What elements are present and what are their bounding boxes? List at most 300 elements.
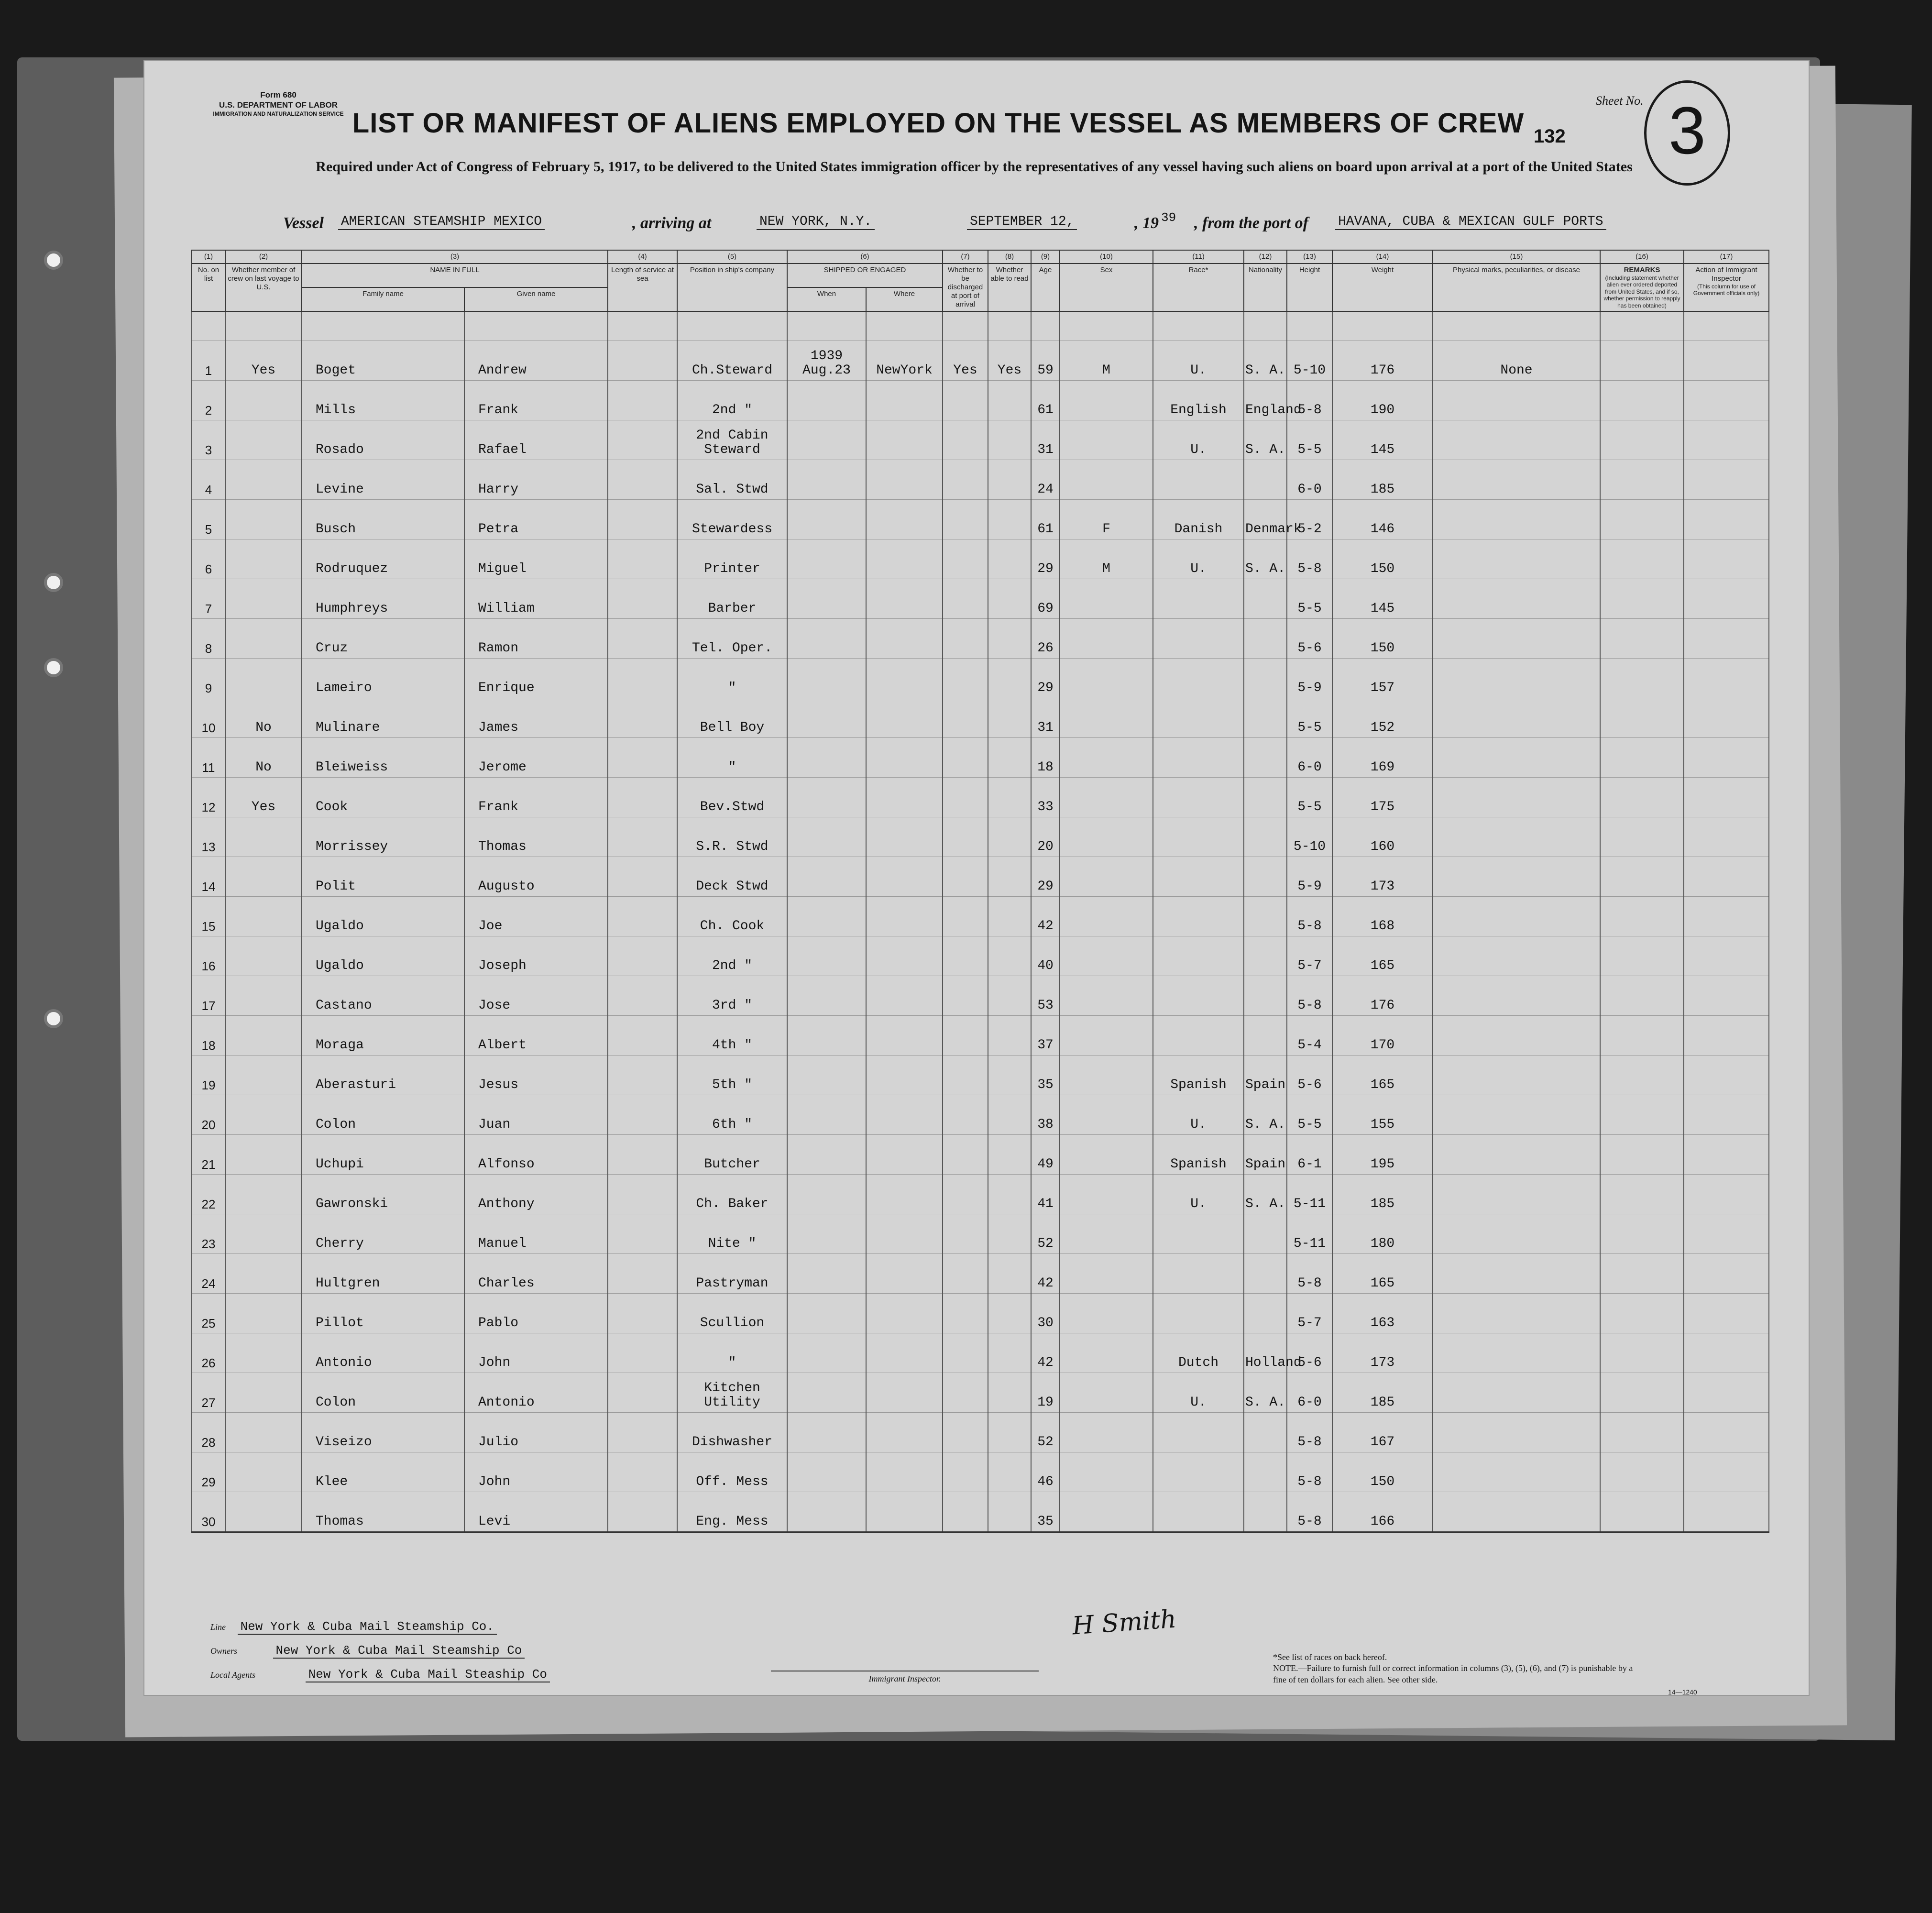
- row-number-cell: 7: [192, 579, 225, 619]
- inspector-action-cell: [1684, 1175, 1769, 1214]
- table-row: [192, 539, 1769, 579]
- physical-marks-cell: [1433, 778, 1600, 817]
- race-cell: English: [1153, 381, 1244, 420]
- remarks-cell: [1600, 1452, 1684, 1492]
- inspector-action-cell: [1684, 1452, 1769, 1492]
- given-name-cell: Antonio: [464, 1373, 608, 1413]
- race-cell: [1153, 1452, 1244, 1492]
- remarks-cell: [1600, 1333, 1684, 1373]
- crew-member-flag-cell: [225, 539, 302, 579]
- shipped-where-cell: [866, 817, 943, 857]
- height-cell: 5-7: [1287, 936, 1332, 976]
- able-to-read-cell: [988, 1055, 1031, 1095]
- given-name-cell: Jerome: [464, 738, 608, 778]
- remarks-cell: [1600, 1095, 1684, 1135]
- position-cell: 3rd ": [677, 976, 787, 1016]
- col-number: (5): [677, 250, 787, 264]
- col-discharged: Whether to be discharged at port of arrival: [943, 264, 988, 311]
- length-of-service-cell: [608, 1452, 677, 1492]
- race-cell: Spanish: [1153, 1055, 1244, 1095]
- age-cell: 29: [1031, 539, 1060, 579]
- given-name-cell: Albert: [464, 1016, 608, 1055]
- able-to-read-cell: [988, 897, 1031, 936]
- row-number-cell: 27: [192, 1373, 225, 1413]
- given-name-cell: Levi: [464, 1492, 608, 1532]
- blank-cell: [866, 311, 943, 341]
- length-of-service-cell: [608, 659, 677, 698]
- sex-cell: [1060, 1333, 1153, 1373]
- row-number-cell: 23: [192, 1214, 225, 1254]
- table-row: [192, 619, 1769, 659]
- sex-cell: [1060, 579, 1153, 619]
- nationality-cell: S. A.: [1244, 1175, 1287, 1214]
- family-name-cell: Mills: [302, 381, 464, 420]
- height-cell: 5-8: [1287, 1413, 1332, 1452]
- from-port: HAVANA, CUBA & MEXICAN GULF PORTS: [1335, 214, 1606, 230]
- shipped-where-cell: [866, 1095, 943, 1135]
- given-name-cell: Alfonso: [464, 1135, 608, 1175]
- blank-cell: [1684, 311, 1769, 341]
- col-where: Where: [866, 287, 943, 311]
- row-number-cell: 2: [192, 381, 225, 420]
- length-of-service-cell: [608, 897, 677, 936]
- col-number: (6): [787, 250, 943, 264]
- able-to-read-cell: [988, 539, 1031, 579]
- length-of-service-cell: [608, 1413, 677, 1452]
- physical-marks-cell: [1433, 857, 1600, 897]
- height-cell: 5-5: [1287, 420, 1332, 460]
- position-cell: Dishwasher: [677, 1413, 787, 1452]
- given-name-cell: Frank: [464, 778, 608, 817]
- to-be-discharged-cell: [943, 420, 988, 460]
- height-cell: 5-8: [1287, 1452, 1332, 1492]
- nationality-cell: [1244, 1214, 1287, 1254]
- table-row: [192, 381, 1769, 420]
- stamp-number: 132: [1534, 126, 1566, 147]
- blank-cell: [1060, 311, 1153, 341]
- shipped-when-cell: [787, 976, 866, 1016]
- from-label: , from the port of: [1194, 214, 1308, 232]
- col-age: Age: [1031, 264, 1060, 311]
- remarks-cell: [1600, 1254, 1684, 1294]
- shipped-when-cell: [787, 1294, 866, 1333]
- shipped-when-cell: [787, 619, 866, 659]
- row-number-cell: 14: [192, 857, 225, 897]
- age-cell: 61: [1031, 381, 1060, 420]
- crew-member-flag-cell: [225, 460, 302, 500]
- family-name-cell: Humphreys: [302, 579, 464, 619]
- able-to-read-cell: [988, 619, 1031, 659]
- nationality-cell: S. A.: [1244, 539, 1287, 579]
- sex-cell: [1060, 817, 1153, 857]
- height-cell: 5-5: [1287, 579, 1332, 619]
- race-cell: [1153, 857, 1244, 897]
- weight-cell: 150: [1332, 619, 1433, 659]
- physical-marks-cell: [1433, 1333, 1600, 1373]
- row-number-cell: 12: [192, 778, 225, 817]
- height-cell: 5-6: [1287, 619, 1332, 659]
- length-of-service-cell: [608, 420, 677, 460]
- family-name-cell: Mulinare: [302, 698, 464, 738]
- race-cell: [1153, 897, 1244, 936]
- sex-cell: [1060, 1254, 1153, 1294]
- physical-marks-cell: [1433, 579, 1600, 619]
- given-name-cell: William: [464, 579, 608, 619]
- shipped-when-cell: [787, 1175, 866, 1214]
- crew-member-flag-cell: Yes: [225, 778, 302, 817]
- family-name-cell: Rosado: [302, 420, 464, 460]
- agents-field: [210, 1667, 550, 1682]
- family-name-cell: Morrissey: [302, 817, 464, 857]
- length-of-service-cell: [608, 778, 677, 817]
- nationality-cell: Denmark: [1244, 500, 1287, 539]
- shipped-where-cell: [866, 420, 943, 460]
- sex-cell: [1060, 738, 1153, 778]
- to-be-discharged-cell: [943, 857, 988, 897]
- height-cell: 5-8: [1287, 897, 1332, 936]
- to-be-discharged-cell: [943, 1333, 988, 1373]
- to-be-discharged-cell: [943, 1413, 988, 1452]
- family-name-cell: Pillot: [302, 1294, 464, 1333]
- height-cell: 5-6: [1287, 1333, 1332, 1373]
- length-of-service-cell: [608, 1214, 677, 1254]
- to-be-discharged-cell: [943, 381, 988, 420]
- shipped-when-cell: [787, 1016, 866, 1055]
- action-title: Action of Immigrant Inspector: [1695, 266, 1757, 283]
- shipped-when-cell: [787, 381, 866, 420]
- family-name-cell: Levine: [302, 460, 464, 500]
- weight-cell: 185: [1332, 460, 1433, 500]
- given-name-cell: Jesus: [464, 1055, 608, 1095]
- inspector-action-cell: [1684, 698, 1769, 738]
- position-cell: 2nd Cabin Steward: [677, 420, 787, 460]
- race-cell: [1153, 579, 1244, 619]
- age-cell: 59: [1031, 341, 1060, 381]
- age-cell: 69: [1031, 579, 1060, 619]
- col-number: (7): [943, 250, 988, 264]
- row-number-cell: 15: [192, 897, 225, 936]
- length-of-service-cell: [608, 1055, 677, 1095]
- age-cell: 37: [1031, 1016, 1060, 1055]
- col-number: (12): [1244, 250, 1287, 264]
- shipped-where-cell: [866, 738, 943, 778]
- inspector-action-cell: [1684, 936, 1769, 976]
- physical-marks-cell: [1433, 698, 1600, 738]
- races-note: *See list of races on back hereof.: [1273, 1652, 1387, 1662]
- sex-cell: [1060, 897, 1153, 936]
- arriving-label: , arriving at: [632, 214, 712, 232]
- shipped-where-cell: [866, 1294, 943, 1333]
- length-of-service-cell: [608, 381, 677, 420]
- able-to-read-cell: [988, 1373, 1031, 1413]
- height-cell: 5-4: [1287, 1016, 1332, 1055]
- age-cell: 31: [1031, 420, 1060, 460]
- shipped-when-cell: [787, 1135, 866, 1175]
- to-be-discharged-cell: [943, 1214, 988, 1254]
- age-cell: 42: [1031, 1254, 1060, 1294]
- shipped-where-cell: [866, 897, 943, 936]
- col-number: (4): [608, 250, 677, 264]
- position-cell: Pastryman: [677, 1254, 787, 1294]
- length-of-service-cell: [608, 738, 677, 778]
- to-be-discharged-cell: [943, 1135, 988, 1175]
- race-cell: U.: [1153, 1095, 1244, 1135]
- race-cell: Danish: [1153, 500, 1244, 539]
- blank-cell: [677, 311, 787, 341]
- sex-cell: [1060, 460, 1153, 500]
- family-name-cell: Polit: [302, 857, 464, 897]
- family-name-cell: Cook: [302, 778, 464, 817]
- given-name-cell: Thomas: [464, 817, 608, 857]
- shipped-when-cell: [787, 1492, 866, 1532]
- height-cell: 5-5: [1287, 698, 1332, 738]
- given-name-cell: Pablo: [464, 1294, 608, 1333]
- shipped-where-cell: [866, 1254, 943, 1294]
- able-to-read-cell: [988, 1214, 1031, 1254]
- height-cell: 5-9: [1287, 659, 1332, 698]
- col-when: When: [787, 287, 866, 311]
- inspector-action-cell: [1684, 1095, 1769, 1135]
- inspector-action-cell: [1684, 738, 1769, 778]
- table-row: [192, 1214, 1769, 1254]
- crew-member-flag-cell: [225, 976, 302, 1016]
- crew-member-flag-cell: [225, 936, 302, 976]
- to-be-discharged-cell: [943, 1452, 988, 1492]
- weight-cell: 157: [1332, 659, 1433, 698]
- weight-cell: 165: [1332, 936, 1433, 976]
- crew-member-flag-cell: [225, 1452, 302, 1492]
- form-number: Form 680: [260, 90, 296, 99]
- crew-member-flag-cell: [225, 857, 302, 897]
- position-cell: 2nd ": [677, 936, 787, 976]
- line-label: Line: [210, 1622, 226, 1632]
- family-name-cell: Thomas: [302, 1492, 464, 1532]
- to-be-discharged-cell: [943, 778, 988, 817]
- table-row: [192, 1095, 1769, 1135]
- length-of-service-cell: [608, 1175, 677, 1214]
- height-cell: 5-8: [1287, 539, 1332, 579]
- given-name-cell: James: [464, 698, 608, 738]
- remarks-cell: [1600, 1016, 1684, 1055]
- shipped-where-cell: [866, 1016, 943, 1055]
- row-number-cell: 1: [192, 341, 225, 381]
- shipped-when-cell: [787, 1452, 866, 1492]
- age-cell: 18: [1031, 738, 1060, 778]
- vessel-label: Vessel: [283, 214, 324, 232]
- line-value: New York & Cuba Mail Steamship Co.: [238, 1619, 497, 1635]
- row-number-cell: 16: [192, 936, 225, 976]
- given-name-cell: Harry: [464, 460, 608, 500]
- remarks-cell: [1600, 1492, 1684, 1532]
- able-to-read-cell: [988, 1413, 1031, 1452]
- length-of-service-cell: [608, 579, 677, 619]
- family-name-cell: Cruz: [302, 619, 464, 659]
- row-number-cell: 22: [192, 1175, 225, 1214]
- row-number-cell: 19: [192, 1055, 225, 1095]
- given-name-cell: Rafael: [464, 420, 608, 460]
- height-cell: 5-5: [1287, 778, 1332, 817]
- shipped-when-cell: [787, 579, 866, 619]
- crew-member-flag-cell: [225, 619, 302, 659]
- crew-member-flag-cell: No: [225, 738, 302, 778]
- nationality-cell: [1244, 460, 1287, 500]
- weight-cell: 180: [1332, 1214, 1433, 1254]
- nationality-cell: Spain: [1244, 1055, 1287, 1095]
- shipped-when-cell: [787, 500, 866, 539]
- sex-cell: [1060, 381, 1153, 420]
- family-name-cell: Colon: [302, 1373, 464, 1413]
- family-name-cell: Moraga: [302, 1016, 464, 1055]
- position-cell: ": [677, 1333, 787, 1373]
- nationality-cell: [1244, 897, 1287, 936]
- given-name-cell: Frank: [464, 381, 608, 420]
- crew-member-flag-cell: [225, 1055, 302, 1095]
- to-be-discharged-cell: [943, 619, 988, 659]
- physical-marks-cell: [1433, 1095, 1600, 1135]
- weight-cell: 145: [1332, 579, 1433, 619]
- position-cell: Eng. Mess: [677, 1492, 787, 1532]
- nationality-cell: [1244, 659, 1287, 698]
- manifest-sheet: [143, 60, 1810, 1696]
- col-length-service: Length of service at sea: [608, 264, 677, 311]
- nationality-cell: [1244, 1492, 1287, 1532]
- shipped-where-cell: [866, 1373, 943, 1413]
- sex-cell: [1060, 1452, 1153, 1492]
- given-name-cell: Jose: [464, 976, 608, 1016]
- weight-cell: 185: [1332, 1373, 1433, 1413]
- table-row: [192, 936, 1769, 976]
- physical-marks-cell: [1433, 1016, 1600, 1055]
- row-number-cell: 11: [192, 738, 225, 778]
- sex-cell: [1060, 1373, 1153, 1413]
- nationality-cell: England: [1244, 381, 1287, 420]
- remarks-cell: [1600, 698, 1684, 738]
- inspector-action-cell: [1684, 500, 1769, 539]
- weight-cell: 169: [1332, 738, 1433, 778]
- crew-member-flag-cell: [225, 1492, 302, 1532]
- sex-cell: [1060, 659, 1153, 698]
- table-row: [192, 1175, 1769, 1214]
- physical-marks-cell: [1433, 1135, 1600, 1175]
- length-of-service-cell: [608, 1135, 677, 1175]
- sex-cell: [1060, 420, 1153, 460]
- blank-cell: [464, 311, 608, 341]
- row-number-cell: 8: [192, 619, 225, 659]
- sex-cell: [1060, 778, 1153, 817]
- shipped-where-cell: [866, 936, 943, 976]
- crew-member-flag-cell: No: [225, 698, 302, 738]
- family-name-cell: Cherry: [302, 1214, 464, 1254]
- remarks-cell: [1600, 460, 1684, 500]
- inspector-label: Immigrant Inspector.: [868, 1674, 941, 1683]
- inspector-action-cell: [1684, 1413, 1769, 1452]
- inspector-action-cell: [1684, 420, 1769, 460]
- physical-marks-cell: [1433, 1492, 1600, 1532]
- sex-cell: F: [1060, 500, 1153, 539]
- nationality-cell: [1244, 1294, 1287, 1333]
- height-cell: 5-8: [1287, 1254, 1332, 1294]
- table-row: [192, 1452, 1769, 1492]
- weight-cell: 168: [1332, 897, 1433, 936]
- table-row: [192, 1333, 1769, 1373]
- to-be-discharged-cell: [943, 817, 988, 857]
- age-cell: 52: [1031, 1214, 1060, 1254]
- col-given-name: Given name: [464, 287, 608, 311]
- length-of-service-cell: [608, 1294, 677, 1333]
- row-number-cell: 24: [192, 1254, 225, 1294]
- shipped-when-cell: [787, 698, 866, 738]
- family-name-cell: Ugaldo: [302, 897, 464, 936]
- race-cell: Dutch: [1153, 1333, 1244, 1373]
- col-number: (11): [1153, 250, 1244, 264]
- shipped-when-cell: [787, 539, 866, 579]
- remarks-cell: [1600, 897, 1684, 936]
- nationality-cell: Spain: [1244, 1135, 1287, 1175]
- position-cell: Off. Mess: [677, 1452, 787, 1492]
- able-to-read-cell: [988, 1492, 1031, 1532]
- age-cell: 41: [1031, 1175, 1060, 1214]
- age-cell: 52: [1031, 1413, 1060, 1452]
- page-subtitle: Required under Act of Congress of February 5, 1917, to be delivered to the United States immigration officer by the representatives of any vessel having such aliens on board upon arrival at a port of the United States: [316, 159, 1633, 175]
- inspector-action-cell: [1684, 976, 1769, 1016]
- weight-cell: 163: [1332, 1294, 1433, 1333]
- table-row: [192, 1413, 1769, 1452]
- sex-cell: [1060, 619, 1153, 659]
- remarks-title: REMARKS: [1624, 266, 1660, 274]
- row-number-cell: 9: [192, 659, 225, 698]
- able-to-read-cell: [988, 738, 1031, 778]
- weight-cell: 175: [1332, 778, 1433, 817]
- remarks-cell: [1600, 619, 1684, 659]
- weight-cell: 166: [1332, 1492, 1433, 1532]
- sex-cell: [1060, 1175, 1153, 1214]
- height-cell: 6-0: [1287, 460, 1332, 500]
- blank-cell: [988, 311, 1031, 341]
- nationality-cell: [1244, 1452, 1287, 1492]
- sex-cell: M: [1060, 341, 1153, 381]
- shipped-when-cell: [787, 1373, 866, 1413]
- age-cell: 49: [1031, 1135, 1060, 1175]
- to-be-discharged-cell: [943, 897, 988, 936]
- position-cell: Bell Boy: [677, 698, 787, 738]
- nationality-cell: Holland: [1244, 1333, 1287, 1373]
- crew-member-flag-cell: [225, 1333, 302, 1373]
- race-cell: [1153, 936, 1244, 976]
- able-to-read-cell: [988, 1452, 1031, 1492]
- binder-hole: [44, 573, 63, 592]
- length-of-service-cell: [608, 698, 677, 738]
- position-cell: Printer: [677, 539, 787, 579]
- row-number-cell: 28: [192, 1413, 225, 1452]
- col-remarks: [1600, 264, 1684, 311]
- family-name-cell: Uchupi: [302, 1135, 464, 1175]
- able-to-read-cell: [988, 1333, 1031, 1373]
- row-number-cell: 26: [192, 1333, 225, 1373]
- table-row: [192, 897, 1769, 936]
- physical-marks-cell: [1433, 659, 1600, 698]
- shipped-where-cell: [866, 381, 943, 420]
- crew-rows: [192, 311, 1769, 1532]
- inspector-action-cell: [1684, 1294, 1769, 1333]
- to-be-discharged-cell: [943, 1294, 988, 1333]
- shipped-when-cell: [787, 659, 866, 698]
- col-number: (14): [1332, 250, 1433, 264]
- inspector-action-cell: [1684, 1373, 1769, 1413]
- given-name-cell: Joe: [464, 897, 608, 936]
- given-name-cell: Ramon: [464, 619, 608, 659]
- shipped-where-cell: [866, 1452, 943, 1492]
- penalty-note: NOTE.—Failure to furnish full or correct information in columns (3), (5), (6), and (7) is punishable by a fine of ten dollars for each alien. See other side.: [1273, 1663, 1633, 1684]
